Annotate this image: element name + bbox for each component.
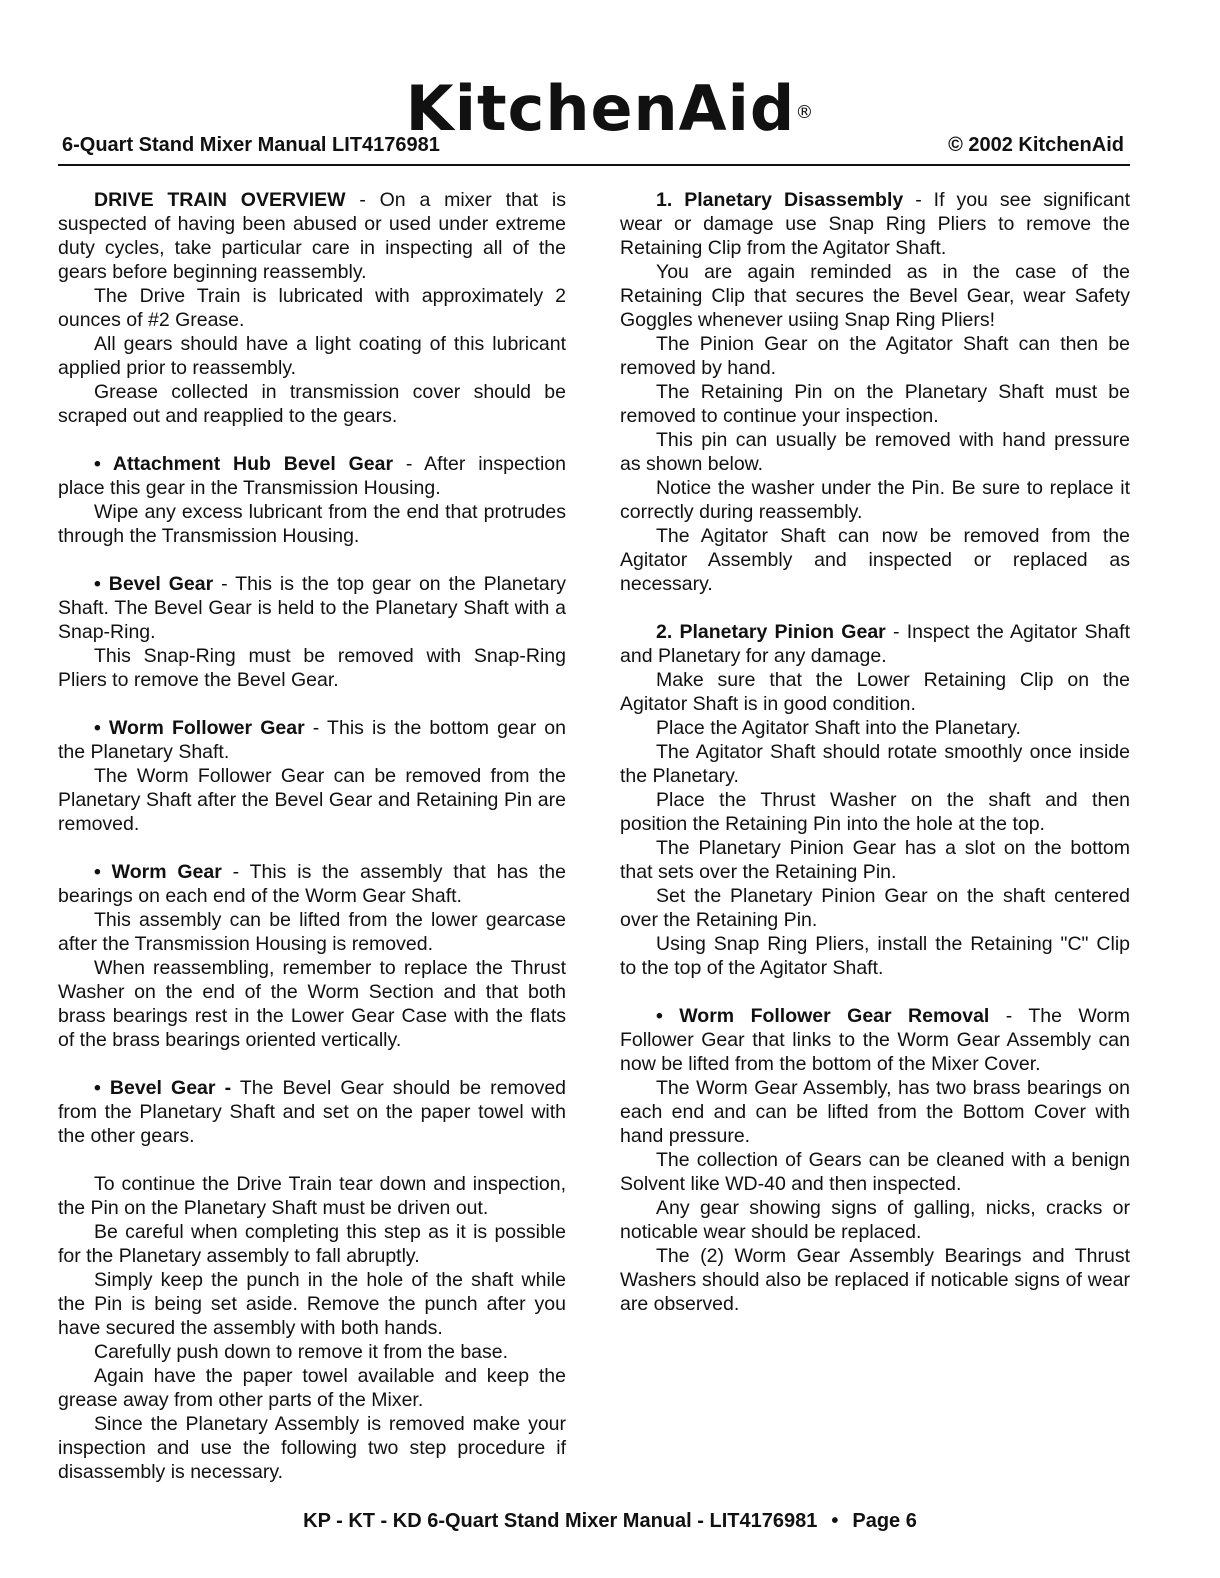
paragraph-text: - This is the bottom gear on the Planetary Shaft. <box>58 717 566 763</box>
paragraph-text: - If you see significant wear or damage use Snap Ring Pliers to remove the Retaining Clip from the Agitator Shaft. <box>620 189 1130 259</box>
paragraph: Wipe any excess lubricant from the end that protrudes through the Transmission Housing. <box>58 501 566 547</box>
paragraph: Place the Thrust Washer on the shaft and then position the Retaining Pin into the hole at the top. <box>620 789 1130 835</box>
paragraph: This Snap-Ring must be removed with Snap-Ring Pliers to remove the Bevel Gear. <box>58 645 566 691</box>
paragraph: The Worm Follower Gear can be removed from the Planetary Shaft after the Bevel Gear and Retaining Pin are removed. <box>58 765 566 835</box>
paragraph: The Agitator Shaft should rotate smoothly once inside the Planetary. <box>620 741 1130 787</box>
paragraph-text: - After inspection place this gear in the Transmission Housing. <box>58 453 566 499</box>
left-column <box>58 188 566 1484</box>
page-footer <box>0 1510 1220 1533</box>
paragraph: When reassembling, remember to replace the Thrust Washer on the end of the Worm Section and that both brass bearings rest in the Lower Gear Case with the flats of the brass bearings oriented vertically. <box>58 957 566 1051</box>
paragraph: The Pinion Gear on the Agitator Shaft can then be removed by hand. <box>620 333 1130 379</box>
planetary-pinion-section <box>620 620 1130 668</box>
section-heading: • Bevel Gear <box>94 573 214 595</box>
planetary-disassembly-section <box>620 188 1130 260</box>
manual-title: 6-Quart Stand Mixer Manual LIT4176981 <box>62 134 440 156</box>
bevel-gear-section <box>58 572 566 644</box>
paragraph: Simply keep the punch in the hole of the shaft while the Pin is being set aside. Remove the punch after you have secured the assembly with both hands. <box>58 1269 566 1339</box>
brand-name: KitchenAid <box>405 72 796 145</box>
right-column <box>620 188 1130 1316</box>
paragraph: Set the Planetary Pinion Gear on the shaft centered over the Retaining Pin. <box>620 885 1130 931</box>
paragraph: The collection of Gears can be cleaned with a benign Solvent like WD-40 and then inspected. <box>620 1149 1130 1195</box>
paragraph-text: - The Worm Follower Gear that links to the Worm Gear Assembly can now be lifted from the bottom of the Mixer Cover. <box>620 1005 1130 1075</box>
paragraph-text: - Inspect the Agitator Shaft and Planetary for any damage. <box>620 621 1130 667</box>
paragraph: To continue the Drive Train tear down and inspection, the Pin on the Planetary Shaft must be driven out. <box>58 1173 566 1219</box>
paragraph: You are again reminded as in the case of the Retaining Clip that secures the Bevel Gear, wear Safety Goggles whenever usiing Snap Ring Pliers! <box>620 261 1130 331</box>
bevel-gear-removal-section <box>58 1076 566 1148</box>
paragraph: Carefully push down to remove it from the base. <box>94 1341 509 1363</box>
paragraph: This assembly can be lifted from the lower gearcase after the Transmission Housing is removed. <box>58 909 566 955</box>
paragraph: Place the Agitator Shaft into the Planetary. <box>656 717 1021 739</box>
paragraph: Since the Planetary Assembly is removed make your inspection and use the following two step procedure if disassembly is necessary. <box>58 1413 566 1483</box>
paragraph: Be careful when completing this step as it is possible for the Planetary assembly to fall abruptly. <box>58 1221 566 1267</box>
header-divider <box>58 164 1130 166</box>
paragraph-text: - This is the top gear on the Planetary Shaft. The Bevel Gear is held to the Planetary Shaft with a Snap-Ring. <box>58 573 566 643</box>
paragraph: Any gear showing signs of galling, nicks, cracks or noticable wear should be replaced. <box>620 1197 1130 1243</box>
paragraph: The Retaining Pin on the Planetary Shaft must be removed to continue your inspection. <box>620 381 1130 427</box>
paragraph: The Planetary Pinion Gear has a slot on the bottom that sets over the Retaining Pin. <box>620 837 1130 883</box>
paragraph: This pin can usually be removed with hand pressure as shown below. <box>620 429 1130 475</box>
section-heading: • Worm Follower Gear Removal <box>656 1005 990 1027</box>
section-heading: • Worm Follower Gear <box>94 717 305 739</box>
paragraph-text: - This is the assembly that has the bearings on each end of the Worm Gear Shaft. <box>58 861 566 907</box>
footer-title: KP - KT - KD 6-Quart Stand Mixer Manual - LIT4176981 <box>303 1510 818 1532</box>
section-heading: DRIVE TRAIN OVERVIEW <box>94 189 346 211</box>
section-heading: 2. Planetary Pinion Gear <box>656 621 886 643</box>
footer-bullet: • <box>831 1510 839 1532</box>
paragraph-text: - On a mixer that is suspected of having been abused or used under extreme duty cycles, take particular care in inspecting all of the gears before beginning reassembly. <box>58 189 566 283</box>
section-heading: • Attachment Hub Bevel Gear <box>94 453 394 475</box>
paragraph: All gears should have a light coating of this lubricant applied prior to reassembly. <box>58 333 566 379</box>
paragraph: The Worm Gear Assembly, has two brass bearings on each end and can be lifted from the Bottom Cover with hand pressure. <box>620 1077 1130 1147</box>
paragraph: The Agitator Shaft can now be removed from the Agitator Assembly and inspected or replaced as necessary. <box>620 525 1130 595</box>
drive-train-overview <box>58 188 566 284</box>
paragraph: Make sure that the Lower Retaining Clip on the Agitator Shaft is in good condition. <box>620 669 1130 715</box>
worm-follower-section <box>58 716 566 764</box>
section-heading: • Worm Gear <box>94 861 222 883</box>
paragraph: The (2) Worm Gear Assembly Bearings and Thrust Washers should also be replaced if noticable signs of wear are observed. <box>620 1245 1130 1315</box>
worm-gear-section <box>58 860 566 908</box>
section-heading: • Bevel Gear - <box>94 1077 232 1099</box>
paragraph: Using Snap Ring Pliers, install the Retaining "C" Clip to the top of the Agitator Shaft. <box>620 933 1130 979</box>
attachment-hub-section <box>58 452 566 500</box>
worm-follower-removal-section <box>620 1004 1130 1076</box>
paragraph: Notice the washer under the Pin. Be sure to replace it correctly during reassembly. <box>620 477 1130 523</box>
paragraph: Again have the paper towel available and keep the grease away from other parts of the Mixer. <box>58 1365 566 1411</box>
paragraph: Grease collected in transmission cover should be scraped out and reapplied to the gears. <box>58 381 566 427</box>
paragraph: The Drive Train is lubricated with approximately 2 ounces of #2 Grease. <box>58 285 566 331</box>
page-number: Page 6 <box>852 1510 917 1532</box>
registered-mark: ® <box>795 102 815 123</box>
copyright-notice: © 2002 KitchenAid <box>948 134 1124 156</box>
paragraph-text: The Bevel Gear should be removed from the Planetary Shaft and set on the paper towel with the other gears. <box>58 1077 567 1147</box>
section-heading: 1. Planetary Disassembly <box>656 189 904 211</box>
page-header <box>62 134 1124 160</box>
